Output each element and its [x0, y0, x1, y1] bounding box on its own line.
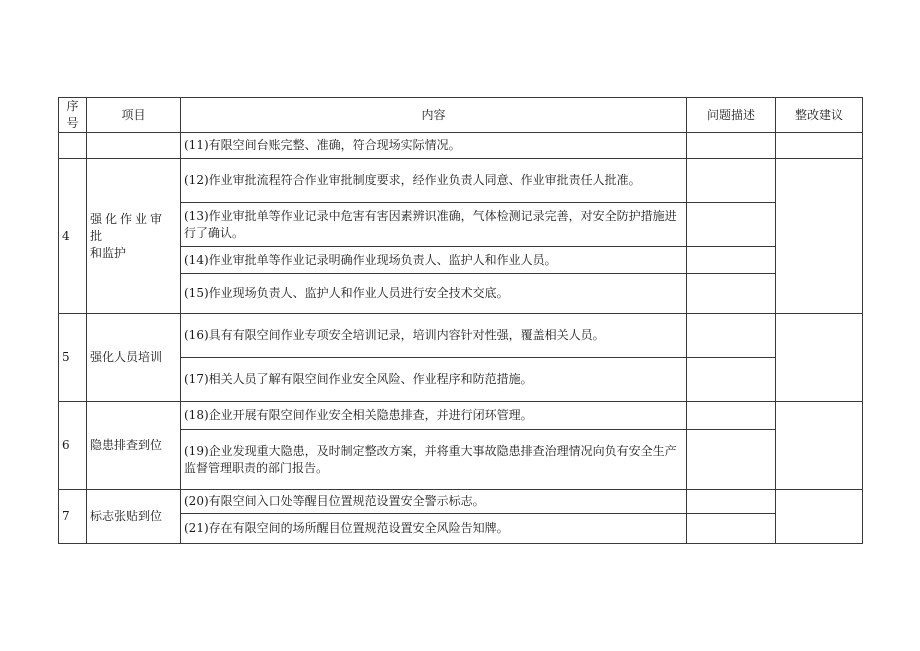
- header-problem: 问题描述: [687, 98, 776, 133]
- table-row: [59, 314, 863, 358]
- problem-cell[interactable]: [687, 203, 776, 247]
- problem-cell[interactable]: [687, 430, 776, 490]
- problem-cell[interactable]: [687, 314, 776, 358]
- seq-cell: 7: [59, 490, 87, 544]
- seq-cell: 6: [59, 402, 87, 490]
- problem-cell[interactable]: [687, 247, 776, 274]
- table-row: [59, 133, 863, 159]
- problem-cell[interactable]: [687, 274, 776, 314]
- table-row: [59, 402, 863, 430]
- content-cell: (21)存在有限空间的场所醒目位置规范设置安全风险告知牌。: [181, 514, 687, 544]
- content-cell: (16)具有有限空间作业专项安全培训记录，培训内容针对性强，覆盖相关人员。: [181, 314, 687, 358]
- table-row: [59, 490, 863, 514]
- item-cell: [87, 159, 181, 314]
- content-cell: (20)有限空间入口处等醒目位置规范设置安全警示标志。: [181, 490, 687, 514]
- item-cell: [87, 314, 181, 402]
- item-label-line1: 强化作业审批: [90, 211, 166, 243]
- suggestion-cell[interactable]: [776, 402, 863, 490]
- header-suggestion: 整改建议: [776, 98, 863, 133]
- table-row: [59, 159, 863, 203]
- seq-cell: [59, 133, 87, 159]
- content-cell: (18)企业开展有限空间作业安全相关隐患排查，并进行闭环管理。: [181, 402, 687, 430]
- suggestion-cell[interactable]: [776, 490, 863, 544]
- content-cell: (12)作业审批流程符合作业审批制度要求，经作业负责人同意、作业审批责任人批准。: [181, 159, 687, 203]
- suggestion-cell[interactable]: [776, 133, 863, 159]
- item-cell: [87, 402, 181, 490]
- header-row: [59, 98, 863, 133]
- suggestion-cell[interactable]: [776, 159, 863, 314]
- problem-cell[interactable]: [687, 159, 776, 203]
- content-cell: (13)作业审批单等作业记录中危害有害因素辨识准确，气体检测记录完善，对安全防护措施进行了确认。: [181, 203, 687, 247]
- problem-cell[interactable]: [687, 133, 776, 159]
- content-cell: (14)作业审批单等作业记录明确作业现场负责人、监护人和作业人员。: [181, 247, 687, 274]
- item-label-line1: 标志张贴到位: [90, 509, 163, 523]
- item-cell: [87, 490, 181, 544]
- suggestion-cell[interactable]: [776, 314, 863, 402]
- content-cell: (11)有限空间台账完整、准确，符合现场实际情况。: [181, 133, 687, 159]
- problem-cell[interactable]: [687, 358, 776, 402]
- inspection-checklist-table: [58, 97, 863, 544]
- content-cell: (19)企业发现重大隐患，及时制定整改方案，并将重大事故隐患排查治理情况向负有安全生产监督管理职责的部门报告。: [181, 430, 687, 490]
- item-cell: [87, 133, 181, 159]
- problem-cell[interactable]: [687, 514, 776, 544]
- seq-cell: 4: [59, 159, 87, 314]
- item-label-line1: 强化人员培训: [90, 350, 163, 364]
- content-cell: (15)作业现场负责人、监护人和作业人员进行安全技术交底。: [181, 274, 687, 314]
- header-seq: 序号: [59, 98, 87, 133]
- header-item: 项目: [87, 98, 181, 133]
- seq-cell: 5: [59, 314, 87, 402]
- problem-cell[interactable]: [687, 490, 776, 514]
- problem-cell[interactable]: [687, 402, 776, 430]
- item-label-line2: 和监护: [90, 245, 127, 260]
- item-label-line1: 隐患排查到位: [90, 438, 163, 452]
- header-content: 内容: [181, 98, 687, 133]
- content-cell: (17)相关人员了解有限空间作业安全风险、作业程序和防范措施。: [181, 358, 687, 402]
